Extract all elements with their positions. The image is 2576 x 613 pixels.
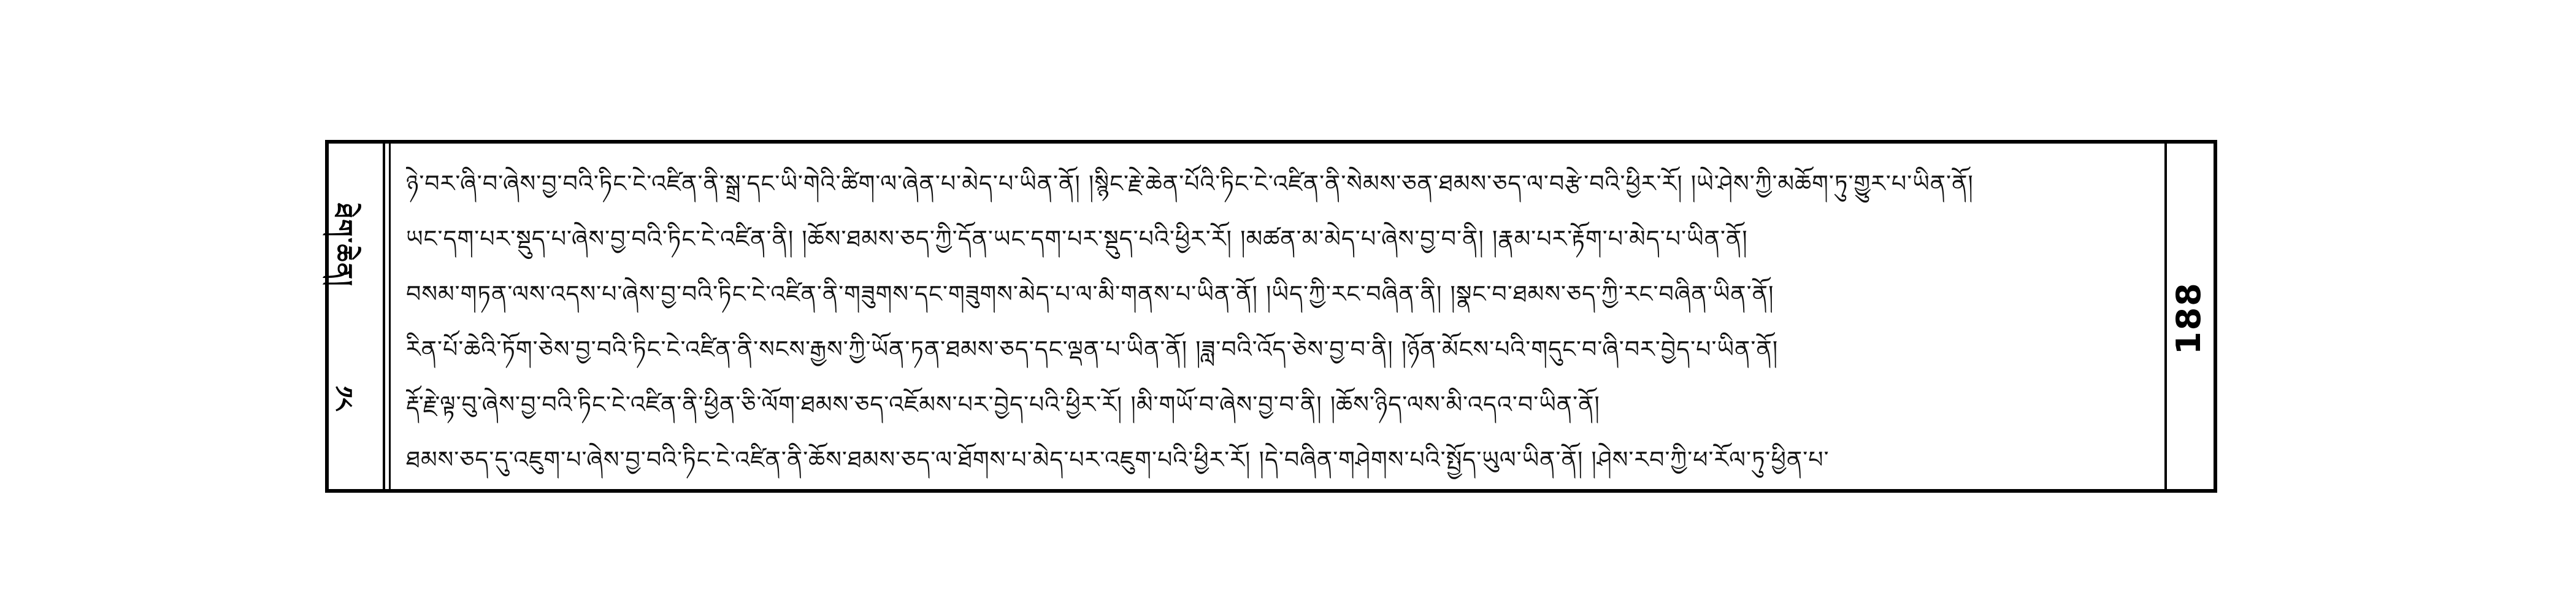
text-line: རིན་པོ་ཆེའི་ཏོག་ཅེས་བྱ་བའི་ཏིང་ངེ་འཛིན་ནི་སངས་རྒྱས་ཀྱི་ཡོན་ཏན་ཐམས་ཅད་དང་ལྡན་པ་ཡིན་ནོ། །ཟླ་བའི་འོད་ཅེས་བྱ་བ་ནི། །ཉོན་མོངས་པའི་གདུང་བ་ཞི་བར་བྱེད་པ་ཡིན་ནོ། bbox=[406, 336, 1779, 363]
margin-folio-number: ༡༨ bbox=[329, 386, 358, 411]
margin-divider bbox=[383, 144, 385, 489]
folio-page bbox=[325, 140, 2217, 493]
text-body bbox=[395, 148, 2162, 484]
text-line: ཉེ་བར་ཞི་བ་ཞེས་བྱ་བའི་ཏིང་ངེ་འཛིན་ནི་སྒྲ་དང་ཡི་གེའི་ཚིག་ལ་ཞེན་པ་མེད་པ་ཡིན་ནོ། །སྙིང་རྗེ་ཆེན་པོའི་ཏིང་ངེ་འཛིན་ནི་སེམས་ཅན་ཐམས་ཅད་ལ་བརྩེ་བའི་ཕྱིར་རོ། །ཡེ་ཤེས་ཀྱི་མཆོག་ཏུ་གྱུར་པ་ཡིན་ནོ། bbox=[406, 170, 1974, 197]
text-line: ཐམས་ཅད་དུ་འཇུག་པ་ཞེས་བྱ་བའི་ཏིང་ངེ་འཛིན་ནི་ཆོས་ཐམས་ཅད་ལ་ཐོགས་པ་མེད་པར་འཇུག་པའི་ཕྱིར་རོ། །དེ་བཞིན་གཤེགས་པའི་སྤྱོད་ཡུལ་ཡིན་ནོ། །ཤེས་རབ་ཀྱི་ཕ་རོལ་ཏུ་ཕྱིན་པ་ bbox=[406, 446, 1830, 473]
margin-divider bbox=[389, 144, 391, 489]
text-line: བསམ་གཏན་ལས་འདས་པ་ཞེས་བྱ་བའི་ཏིང་ངེ་འཛིན་ནི་གཟུགས་དང་གཟུགས་མེད་པ་ལ་མི་གནས་པ་ཡིན་ནོ། །ཡིད་ཀྱི་རང་བཞིན་ནི། །སྣང་བ་ཐམས་ཅད་ཀྱི་རང་བཞིན་ཡིན་ནོ། bbox=[406, 280, 1774, 307]
text-line: རྡོ་རྗེ་ལྟ་བུ་ཞེས་བྱ་བའི་ཏིང་ངེ་འཛིན་ནི་ཕྱིན་ཅི་ལོག་ཐམས་ཅད་འཇོམས་པར་བྱེད་པའི་ཕྱིར་རོ། །མི་གཡོ་བ་ཞེས་བྱ་བ་ནི། །ཆོས་ཉིད་ལས་མི་འདའ་བ་ཡིན་ནོ། bbox=[406, 391, 1600, 418]
left-margin bbox=[329, 144, 384, 489]
margin-title: ཐེག་ཆེན། bbox=[329, 202, 358, 287]
right-margin bbox=[2164, 144, 2214, 489]
text-line: ཡང་དག་པར་སྡུད་པ་ཞེས་བྱ་བའི་ཏིང་ངེ་འཛིན་ནི། །ཆོས་ཐམས་ཅད་ཀྱི་དོན་ཡང་དག་པར་སྡུད་པའི་ཕྱིར་རོ། །མཚན་མ་མེད་པ་ཞེས་བྱ་བ་ནི། །རྣམ་པར་རྟོག་པ་མེད་པ་ཡིན་ནོ། bbox=[406, 225, 1748, 252]
margin-divider bbox=[2164, 144, 2167, 489]
page-number: 188 bbox=[2169, 282, 2208, 355]
